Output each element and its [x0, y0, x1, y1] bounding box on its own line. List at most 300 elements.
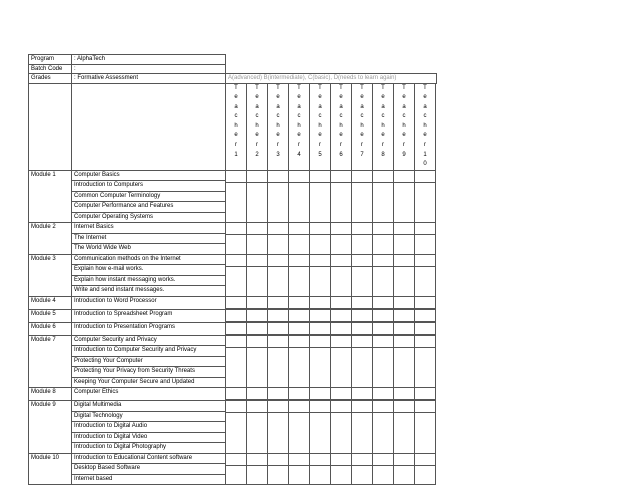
grade-cell-teacher-6[interactable] — [331, 401, 352, 454]
teacher-header-letter: T — [339, 84, 343, 91]
grade-cell-teacher-6[interactable] — [331, 170, 352, 223]
teacher-header-letter: T — [423, 84, 427, 91]
assessment-sheet — [28, 54, 436, 485]
grade-entry[interactable] — [268, 297, 288, 309]
grade-cell-teacher-2[interactable] — [247, 170, 268, 223]
grade-entry[interactable] — [289, 323, 309, 335]
grade-cell-teacher-2[interactable] — [247, 401, 268, 454]
module-name: Module 4 — [29, 296, 72, 309]
grade-entry[interactable] — [268, 323, 288, 335]
grade-cell-teacher-9[interactable] — [394, 296, 415, 309]
teacher-header-letter: T — [276, 84, 280, 91]
grade-entry[interactable] — [289, 388, 309, 400]
teacher-header-letter: r — [319, 142, 321, 149]
grade-cell-teacher-4[interactable] — [289, 453, 310, 485]
grade-cell-teacher-2[interactable] — [247, 453, 268, 485]
teacher-header-letter: h — [255, 122, 259, 129]
grade-entry[interactable] — [352, 255, 372, 267]
teacher-header-row — [29, 83, 437, 170]
teacher-header-letter: a — [318, 103, 322, 110]
grade-cell-teacher-5[interactable] — [310, 453, 331, 485]
grade-cell-teacher-10[interactable] — [415, 170, 436, 223]
grade-cell-teacher-2[interactable] — [247, 322, 268, 335]
module-topic: Digital Technology — [72, 412, 225, 423]
grade-cell-teacher-1[interactable] — [226, 170, 247, 223]
module-topic: Desktop Based Software — [72, 464, 225, 475]
grade-cell-teacher-5[interactable] — [310, 401, 331, 454]
teacher-header-letter: a — [276, 103, 280, 110]
grade-cell-teacher-6[interactable] — [331, 335, 352, 388]
grade-entry[interactable] — [373, 297, 393, 309]
grade-entry[interactable] — [268, 255, 288, 267]
grade-cell-teacher-1[interactable] — [226, 223, 247, 255]
teacher-header-letter: 1 — [423, 151, 427, 158]
teacher-header-letter: e — [381, 94, 385, 101]
grade-cell-teacher-6[interactable] — [331, 254, 352, 296]
module-title: Introduction to Presentation Programs — [74, 323, 176, 330]
grade-cell-teacher-3[interactable] — [268, 322, 289, 335]
grade-cell-teacher-9[interactable] — [394, 335, 415, 388]
grade-entry[interactable] — [373, 171, 393, 183]
grade-entry[interactable] — [394, 310, 414, 322]
grade-cell-teacher-4[interactable] — [289, 296, 310, 309]
module-name: Module 3 — [29, 254, 72, 296]
grade-entry[interactable] — [268, 223, 288, 235]
grade-entry[interactable] — [310, 401, 330, 413]
module-topic: Protecting Your Privacy from Security Threats — [72, 367, 225, 378]
grade-entry[interactable] — [226, 323, 246, 335]
grade-entry[interactable] — [394, 388, 414, 400]
grade-entry[interactable] — [226, 336, 246, 348]
grade-entry[interactable] — [331, 323, 351, 335]
module-title: Communication methods on the Internet — [72, 255, 225, 266]
grade-cell-teacher-9[interactable] — [394, 453, 415, 485]
module-topics — [72, 335, 226, 388]
module-topics — [72, 388, 226, 401]
teacher-header-letter: r — [298, 142, 300, 149]
grade-entry[interactable] — [331, 297, 351, 309]
grade-entry[interactable] — [394, 171, 414, 183]
grade-cell-teacher-8[interactable] — [373, 401, 394, 454]
grades-value[interactable]: : Formative Assessment — [72, 74, 226, 84]
grade-cell-teacher-7[interactable] — [352, 309, 373, 322]
grade-cell-teacher-1[interactable] — [226, 254, 247, 296]
teacher-header-letter: c — [276, 113, 280, 120]
grade-entry[interactable] — [415, 171, 435, 183]
teacher-header-letter: e — [339, 132, 343, 139]
grade-cell-teacher-9[interactable] — [394, 170, 415, 223]
grade-cell-teacher-9[interactable] — [394, 254, 415, 296]
grade-cell-teacher-1[interactable] — [226, 309, 247, 322]
grade-cell-teacher-10[interactable] — [415, 322, 436, 335]
grade-cell-teacher-8[interactable] — [373, 170, 394, 223]
grade-cell-teacher-7[interactable] — [352, 254, 373, 296]
module-row — [29, 335, 437, 388]
grade-cell-teacher-2[interactable] — [247, 309, 268, 322]
grade-entry[interactable] — [289, 336, 309, 348]
module-name: Module 10 — [29, 453, 72, 485]
grade-entry[interactable] — [289, 310, 309, 322]
grade-entry[interactable] — [247, 323, 267, 335]
module-topics — [72, 453, 226, 485]
grade-entry[interactable] — [373, 454, 393, 466]
teacher-header-letter: c — [234, 113, 238, 120]
grade-legend: A(advanced) B(intermediate), C(basic), D(needs to learn again) — [226, 74, 437, 84]
grade-entry[interactable] — [352, 401, 372, 413]
grade-entry[interactable] — [226, 297, 246, 309]
grade-cell-teacher-3[interactable] — [268, 223, 289, 255]
grade-entry[interactable] — [415, 454, 435, 466]
grade-cell-teacher-2[interactable] — [247, 335, 268, 388]
grade-entry[interactable] — [331, 401, 351, 413]
grade-cell-teacher-4[interactable] — [289, 254, 310, 296]
module-topic: Computer Operating Systems — [74, 213, 154, 220]
teacher-3-header — [268, 83, 289, 170]
grade-entry[interactable] — [268, 388, 288, 400]
grade-entry[interactable] — [415, 223, 435, 235]
grade-cell-teacher-8[interactable] — [373, 223, 394, 255]
grade-entry[interactable] — [331, 223, 351, 235]
grade-cell-teacher-7[interactable] — [352, 170, 373, 223]
grade-entry[interactable] — [289, 297, 309, 309]
grade-entry[interactable] — [415, 336, 435, 348]
grade-entry[interactable] — [226, 310, 246, 322]
teacher-header-letter: e — [297, 94, 301, 101]
teacher-8-header — [373, 83, 394, 170]
grade-cell-teacher-5[interactable] — [310, 388, 331, 401]
teacher-1-header — [226, 83, 247, 170]
teacher-header-letter: e — [423, 94, 427, 101]
grade-entry[interactable] — [394, 336, 414, 348]
grade-entry[interactable] — [352, 454, 372, 466]
teacher-header-letter: r — [361, 142, 363, 149]
module-topics — [72, 401, 226, 454]
grade-cell-teacher-8[interactable] — [373, 388, 394, 401]
grade-entry[interactable] — [394, 297, 414, 309]
teacher-header-letter: 9 — [402, 151, 406, 158]
grade-entry[interactable] — [310, 171, 330, 183]
grade-cell-teacher-8[interactable] — [373, 309, 394, 322]
grade-cell-teacher-10[interactable] — [415, 309, 436, 322]
grade-cell-teacher-3[interactable] — [268, 296, 289, 309]
grade-entry[interactable] — [331, 255, 351, 267]
teacher-header-letter: T — [255, 84, 259, 91]
grade-entry[interactable] — [310, 255, 330, 267]
grade-entry[interactable] — [226, 171, 246, 183]
grade-entry[interactable] — [247, 336, 267, 348]
grade-cell-teacher-1[interactable] — [226, 296, 247, 309]
teacher-header-letter: T — [318, 84, 322, 91]
grade-entry[interactable] — [331, 310, 351, 322]
grade-entry[interactable] — [310, 310, 330, 322]
grade-cell-teacher-5[interactable] — [310, 170, 331, 223]
grade-cell-teacher-1[interactable] — [226, 453, 247, 485]
teacher-header-letter: e — [276, 94, 280, 101]
grade-entry[interactable] — [415, 255, 435, 267]
module-topic: Keeping Your Computer Secure and Updated — [74, 378, 195, 385]
grade-cell-teacher-8[interactable] — [373, 335, 394, 388]
teacher-header-letter: a — [423, 103, 427, 110]
module-topic: Explain how e-mail works. — [72, 265, 225, 276]
module-name: Module 6 — [29, 322, 72, 335]
grade-entry[interactable] — [268, 171, 288, 183]
grade-entry[interactable] — [415, 388, 435, 400]
teacher-header-letter: a — [360, 103, 364, 110]
grade-entry[interactable] — [247, 310, 267, 322]
grade-entry[interactable] — [352, 171, 372, 183]
grade-cell-teacher-4[interactable] — [289, 170, 310, 223]
module-topic: The World Wide Web — [74, 245, 131, 252]
module-topics — [72, 296, 226, 309]
grade-cell-teacher-10[interactable] — [415, 223, 436, 255]
grade-entry[interactable] — [352, 336, 372, 348]
module-name: Module 1 — [29, 170, 72, 223]
grade-entry[interactable] — [247, 388, 267, 400]
grade-entry[interactable] — [394, 401, 414, 413]
teacher-header-letter: a — [339, 103, 343, 110]
grade-cell-teacher-7[interactable] — [352, 453, 373, 485]
grade-entry[interactable] — [415, 310, 435, 322]
grade-entry[interactable] — [352, 388, 372, 400]
grade-entry[interactable] — [352, 310, 372, 322]
grade-cell-teacher-3[interactable] — [268, 388, 289, 401]
grade-cell-teacher-9[interactable] — [394, 401, 415, 454]
teacher-header-letter: e — [297, 132, 301, 139]
grade-entry[interactable] — [394, 255, 414, 267]
module-topic: Internet based — [74, 475, 113, 482]
grade-entry[interactable] — [226, 401, 246, 413]
grade-entry[interactable] — [394, 454, 414, 466]
grade-entry[interactable] — [373, 310, 393, 322]
grade-entry[interactable] — [226, 388, 246, 400]
module-row — [29, 453, 437, 485]
module-topics — [72, 223, 226, 255]
module-row — [29, 223, 437, 255]
grade-entry[interactable] — [373, 255, 393, 267]
module-name: Module 7 — [29, 335, 72, 388]
module-topics — [72, 170, 226, 223]
grade-cell-teacher-6[interactable] — [331, 223, 352, 255]
grade-cell-teacher-3[interactable] — [268, 401, 289, 454]
module-topics — [72, 254, 226, 296]
module-title: Introduction to Word Processor — [74, 297, 157, 304]
teacher-header-letter: e — [381, 132, 385, 139]
teacher-header-letter: 1 — [234, 151, 238, 158]
grade-entry[interactable] — [289, 171, 309, 183]
grade-cell-teacher-4[interactable] — [289, 223, 310, 255]
grade-cell-teacher-10[interactable] — [415, 453, 436, 485]
grade-cell-teacher-10[interactable] — [415, 388, 436, 401]
teacher-header-letter: h — [318, 122, 322, 129]
grade-entry[interactable] — [415, 297, 435, 309]
module-name: Module 9 — [29, 401, 72, 454]
grade-entry[interactable] — [352, 297, 372, 309]
teacher-header-letter: h — [234, 122, 238, 129]
grade-cell-teacher-1[interactable] — [226, 335, 247, 388]
teacher-header-letter: e — [423, 132, 427, 139]
teacher-header-letter: e — [255, 132, 259, 139]
grade-entry[interactable] — [310, 388, 330, 400]
grade-entry[interactable] — [289, 255, 309, 267]
grade-cell-teacher-8[interactable] — [373, 296, 394, 309]
grade-cell-teacher-7[interactable] — [352, 401, 373, 454]
module-row — [29, 254, 437, 296]
grade-entry[interactable] — [331, 454, 351, 466]
grade-entry[interactable] — [247, 297, 267, 309]
grade-entry[interactable] — [373, 223, 393, 235]
teacher-header-letter: 0 — [423, 161, 427, 168]
grade-entry[interactable] — [310, 454, 330, 466]
grade-entry[interactable] — [289, 454, 309, 466]
grade-entry[interactable] — [226, 454, 246, 466]
teacher-header-letter: T — [297, 84, 301, 91]
grade-cell-teacher-10[interactable] — [415, 335, 436, 388]
batch-value[interactable]: : — [72, 64, 226, 74]
grade-entry[interactable] — [226, 255, 246, 267]
grade-cell-teacher-6[interactable] — [331, 296, 352, 309]
module-row — [29, 170, 437, 223]
grade-cell-teacher-4[interactable] — [289, 401, 310, 454]
batch-row — [29, 64, 437, 74]
grade-cell-teacher-4[interactable] — [289, 335, 310, 388]
grade-cell-teacher-8[interactable] — [373, 322, 394, 335]
teacher-header-letter: r — [277, 142, 279, 149]
teacher-header-letter: 2 — [255, 151, 259, 158]
grade-cell-teacher-3[interactable] — [268, 453, 289, 485]
grade-entry[interactable] — [331, 388, 351, 400]
grade-cell-teacher-7[interactable] — [352, 335, 373, 388]
grade-cell-teacher-5[interactable] — [310, 254, 331, 296]
grade-cell-teacher-5[interactable] — [310, 309, 331, 322]
grade-entry[interactable] — [268, 454, 288, 466]
grade-entry[interactable] — [352, 223, 372, 235]
teacher-header-letter: 6 — [339, 151, 343, 158]
grade-entry[interactable] — [310, 223, 330, 235]
grade-cell-teacher-7[interactable] — [352, 322, 373, 335]
grade-cell-teacher-5[interactable] — [310, 223, 331, 255]
grade-entry[interactable] — [289, 223, 309, 235]
grade-entry[interactable] — [247, 401, 267, 413]
grade-entry[interactable] — [289, 401, 309, 413]
grade-entry[interactable] — [247, 255, 267, 267]
grade-entry[interactable] — [373, 323, 393, 335]
grade-cell-teacher-2[interactable] — [247, 296, 268, 309]
grade-cell-teacher-5[interactable] — [310, 296, 331, 309]
grade-cell-teacher-2[interactable] — [247, 223, 268, 255]
grade-entry[interactable] — [415, 323, 435, 335]
grade-cell-teacher-5[interactable] — [310, 335, 331, 388]
grade-cell-teacher-8[interactable] — [373, 254, 394, 296]
program-value[interactable]: : AlphaTech — [72, 55, 226, 65]
grade-entry[interactable] — [373, 401, 393, 413]
grade-cell-teacher-9[interactable] — [394, 309, 415, 322]
grade-cell-teacher-4[interactable] — [289, 309, 310, 322]
teacher-6-header — [331, 83, 352, 170]
grade-entry[interactable] — [310, 336, 330, 348]
grade-entry[interactable] — [268, 336, 288, 348]
grade-entry[interactable] — [373, 388, 393, 400]
grade-entry[interactable] — [331, 336, 351, 348]
grade-cell-teacher-3[interactable] — [268, 254, 289, 296]
grade-cell-teacher-4[interactable] — [289, 388, 310, 401]
grade-cell-teacher-7[interactable] — [352, 223, 373, 255]
grade-cell-teacher-2[interactable] — [247, 388, 268, 401]
grade-cell-teacher-1[interactable] — [226, 388, 247, 401]
teacher-header-letter: T — [381, 84, 385, 91]
module-topic: Introduction to Digital Audio — [72, 422, 225, 433]
module-row — [29, 401, 437, 454]
grade-cell-teacher-5[interactable] — [310, 322, 331, 335]
grade-entry[interactable] — [310, 297, 330, 309]
teacher-header-letter: h — [297, 122, 301, 129]
module-topic: Computer Performance and Features — [72, 202, 225, 213]
module-name: Module 2 — [29, 223, 72, 255]
grade-entry[interactable] — [247, 454, 267, 466]
grade-cell-teacher-10[interactable] — [415, 401, 436, 454]
teacher-header-letter: h — [402, 122, 406, 129]
teacher-header-letter: e — [255, 94, 259, 101]
teacher-header-letter: a — [402, 103, 406, 110]
teacher-10-header — [415, 83, 436, 170]
grade-entry[interactable] — [331, 171, 351, 183]
grade-cell-teacher-10[interactable] — [415, 254, 436, 296]
grade-entry[interactable] — [268, 401, 288, 413]
grade-entry[interactable] — [247, 223, 267, 235]
grade-cell-teacher-6[interactable] — [331, 453, 352, 485]
teacher-header-letter: h — [423, 122, 427, 129]
grade-cell-teacher-6[interactable] — [331, 322, 352, 335]
teacher-header-letter: r — [382, 142, 384, 149]
grade-entry[interactable] — [310, 323, 330, 335]
grade-cell-teacher-2[interactable] — [247, 254, 268, 296]
teacher-7-header — [352, 83, 373, 170]
grade-cell-teacher-3[interactable] — [268, 335, 289, 388]
grade-cell-teacher-3[interactable] — [268, 170, 289, 223]
module-title: Digital Multimedia — [72, 401, 225, 412]
teacher-header-letter: e — [360, 94, 364, 101]
grade-cell-teacher-4[interactable] — [289, 322, 310, 335]
grade-entry[interactable] — [247, 171, 267, 183]
grade-cell-teacher-3[interactable] — [268, 309, 289, 322]
teacher-header-letter: r — [424, 142, 426, 149]
module-topic: Explain how instant messaging works. — [72, 276, 225, 287]
grade-entry[interactable] — [268, 310, 288, 322]
grade-cell-teacher-9[interactable] — [394, 322, 415, 335]
grade-cell-teacher-7[interactable] — [352, 388, 373, 401]
grade-entry[interactable] — [226, 223, 246, 235]
teacher-header-letter: T — [402, 84, 406, 91]
grade-cell-teacher-9[interactable] — [394, 223, 415, 255]
grade-cell-teacher-6[interactable] — [331, 388, 352, 401]
grade-cell-teacher-7[interactable] — [352, 296, 373, 309]
grade-entry[interactable] — [373, 336, 393, 348]
teacher-header-letter: c — [297, 113, 301, 120]
grade-cell-teacher-8[interactable] — [373, 453, 394, 485]
grade-cell-teacher-6[interactable] — [331, 309, 352, 322]
teacher-header-letter: r — [256, 142, 258, 149]
grade-entry[interactable] — [394, 223, 414, 235]
module-topic: Introduction to Computers — [72, 181, 225, 192]
grades-label: Grades — [29, 74, 72, 84]
grade-cell-teacher-10[interactable] — [415, 296, 436, 309]
teacher-header-letter: h — [360, 122, 364, 129]
grade-entry[interactable] — [352, 323, 372, 335]
grade-entry[interactable] — [415, 401, 435, 413]
grade-entry[interactable] — [394, 323, 414, 335]
grade-cell-teacher-9[interactable] — [394, 388, 415, 401]
grade-cell-teacher-1[interactable] — [226, 322, 247, 335]
grade-cell-teacher-1[interactable] — [226, 401, 247, 454]
